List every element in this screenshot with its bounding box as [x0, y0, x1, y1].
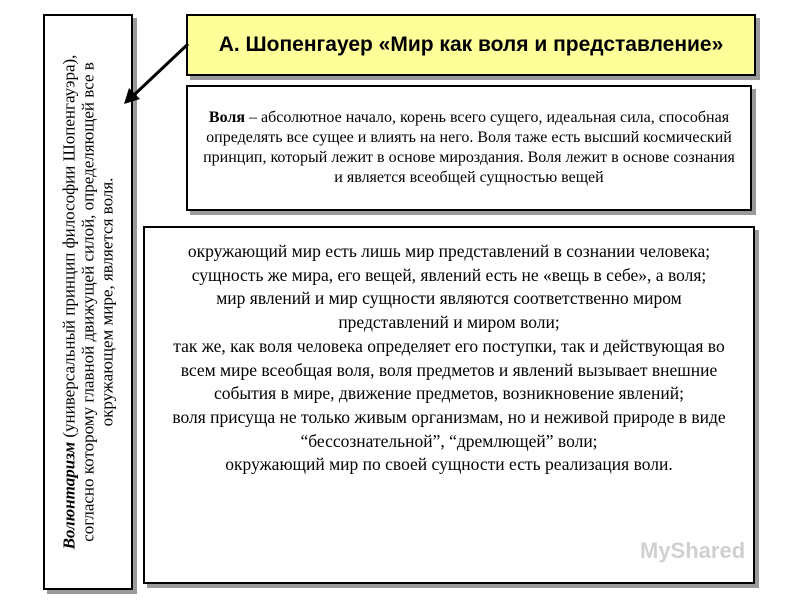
will-definition-box — [186, 85, 752, 211]
thesis-line: окружающий мир есть лишь мир представлений в сознании человека; — [187, 241, 711, 261]
voluntarism-text: (универсальный принцип философии Шопенгауэра), согласно которому главной движущей силой, определяющей все в окружающем мире, является воля. — [59, 54, 117, 542]
thesis-line: мир явлений и мир сущности являются соответственно миром представлений и миром воли; — [216, 288, 682, 333]
will-definition — [202, 108, 736, 188]
thesis-line: так же, как воля человека определяет его поступки, так и действующая во всем мире всеобщая воля, воля предметов и явлений вызывает внешние события в мире, движение предметов, возникновение явлений; — [173, 335, 725, 404]
watermark-logo: MyShared — [640, 538, 746, 563]
thesis-line: сущность же мира, его вещей, явлений есть не «вещь в себе», а воля; — [191, 264, 707, 285]
voluntarism-definition — [60, 21, 117, 583]
will-text: – абсолютное начало, корень всего сущего, идеальная сила, способная определять все сущее и влиять на него. Воля таже есть высший космический принцип, который лежит в основе мироздания. Воля лежит в основе сознания и является всеобщей сущностью вещей — [203, 109, 735, 186]
title-box — [186, 14, 756, 76]
left-panel — [43, 14, 133, 590]
thesis-line: воля присуща не только живым организмам, но и неживой природе в виде “бессознательной”, “дремлющей” воли; — [172, 406, 726, 451]
page-title: А. Шопенгауер «Мир как воля и представление» — [218, 33, 724, 56]
voluntarism-term: Волюнтаризм — [59, 441, 79, 550]
will-term: Воля — [208, 109, 246, 126]
world-theses-box — [143, 226, 755, 584]
thesis-line: окружающий мир по своей сущности есть реализация воли. — [225, 454, 673, 475]
